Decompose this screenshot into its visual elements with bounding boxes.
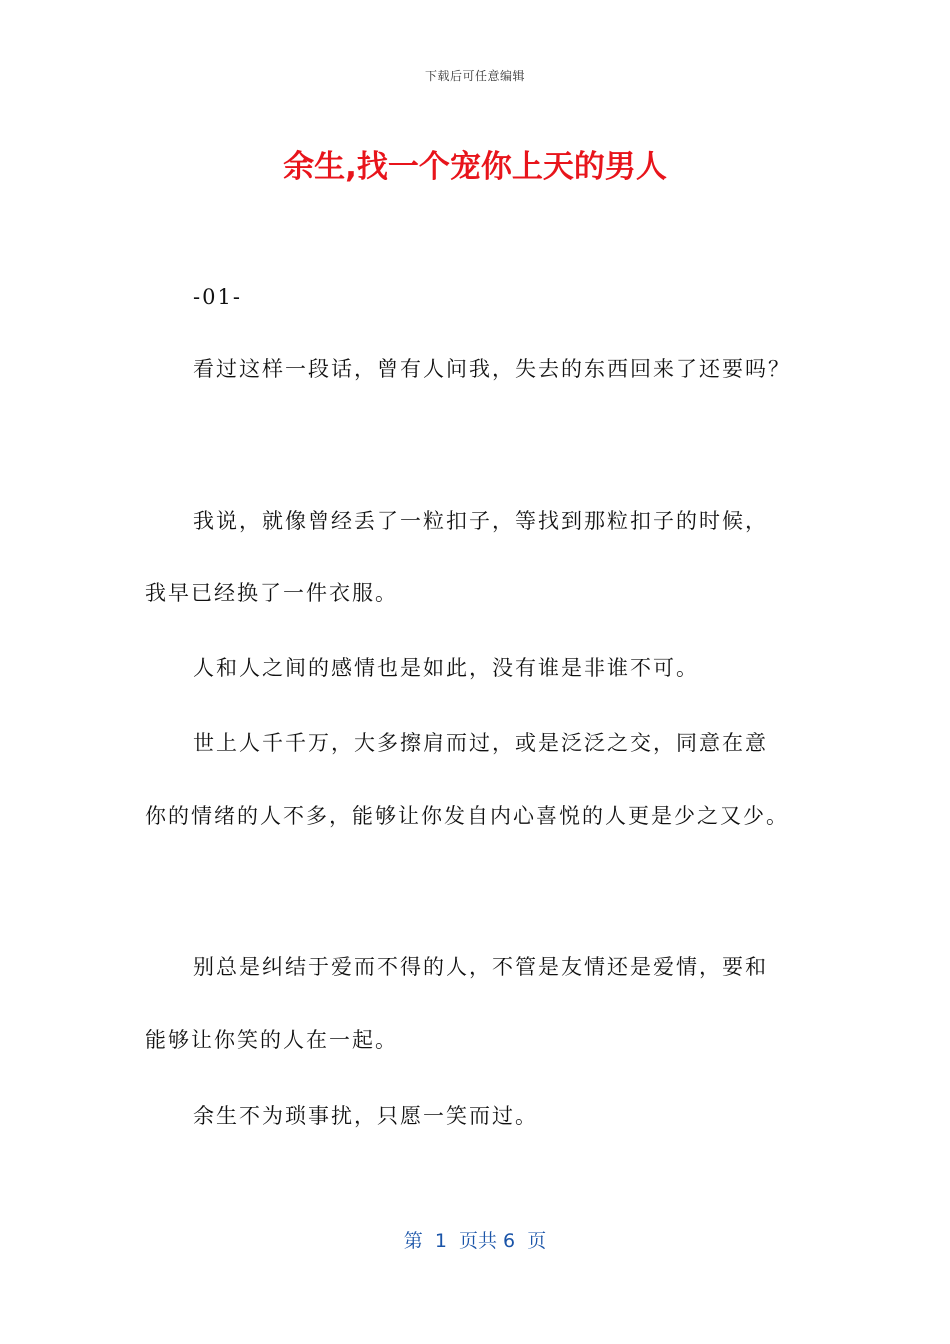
paragraph-line: 余生不为琐事扰，只愿一笑而过。 bbox=[193, 1104, 538, 1128]
page-footer: 第 1 页共 6 页 bbox=[403, 1230, 547, 1252]
paragraph-line: 人和人之间的感情也是如此，没有谁是非谁不可。 bbox=[193, 656, 699, 680]
paragraph-line: 我说，就像曾经丢了一粒扣子，等找到那粒扣子的时候， bbox=[193, 509, 768, 533]
section-label: -01- bbox=[193, 285, 242, 309]
paragraph-line: 能够让你笑的人在一起。 bbox=[145, 1028, 398, 1052]
paragraph-line: 看过这样一段话，曾有人问我，失去的东西回来了还要吗？ bbox=[193, 357, 791, 381]
header-note: 下载后可任意编辑 bbox=[424, 69, 525, 83]
paragraph-line: 我早已经换了一件衣服。 bbox=[145, 581, 398, 605]
paragraph-line: 你的情绪的人不多，能够让你发自内心喜悦的人更是少之又少。 bbox=[145, 804, 789, 828]
page-title: 余生,找一个宠你上天的男人 bbox=[283, 149, 667, 185]
paragraph-line: 别总是纠结于爱而不得的人，不管是友情还是爱情，要和 bbox=[193, 955, 768, 979]
paragraph-line: 世上人千千万，大多擦肩而过，或是泛泛之交，同意在意 bbox=[193, 731, 768, 755]
